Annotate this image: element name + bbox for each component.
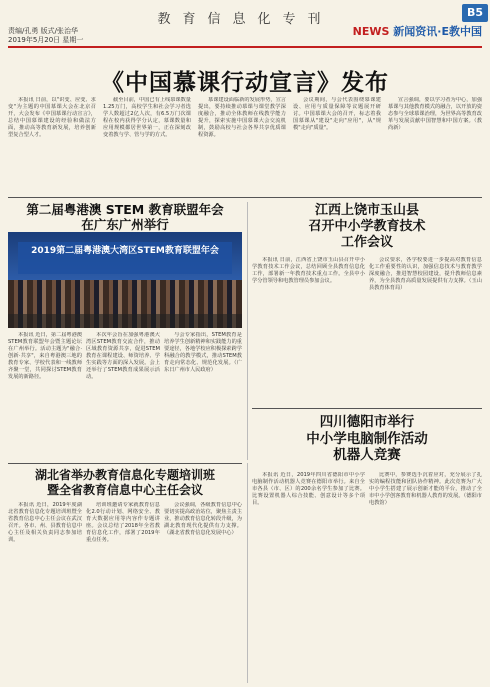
main-story-col4: 会议期间，与会代表围绕慕课建设、应用与质量保障等议题展开研讨。中国慕课大会的召开，标志着我国慕课从"建设"走向"应用"，从"规模"走向"质量"。 (293, 97, 381, 131)
hubei-headline: 湖北省举办教育信息化专题培训班 暨全省教育信息中心主任会议 (34, 468, 215, 497)
hubei-story-col3: 会议强调，各级教育信息中心要切实提高政治站位，聚焦主责主业，推动教育信息化转段升级，为湖北教育现代化提供有力支撑。（湖北省教育信息化发展中心） (164, 502, 242, 536)
main-story-col5: 宣言强调，要以学习者为中心，加强慕课与其他教育模式的融合，以开放的姿态参与全球慕课治理，为世界高等教育改革与发展贡献中国智慧和中国方案。（教尚新） (388, 97, 482, 131)
main-headline: 《中国慕课行动宣言》发布 (101, 69, 389, 96)
header-divider (8, 46, 482, 48)
stem-event-photo (8, 232, 242, 328)
right-story-divider (252, 408, 482, 409)
deyang-story-col1: 本报讯 近日，2019年四川省德阳市中小学电脑制作活动机器人竞赛在德阳市举行。来自全市各县（市、区）的200余名学生参加了比赛。比赛设置机器人综合技能、创意设计等多个项目。 (252, 472, 365, 506)
deyang-story-col2: 比赛中，参赛选手沉着应对，充分展示了扎实的编程技能和团队协作精神。此次竞赛为广大中小学生搭建了展示创新才能的平台，推动了全市中小学创客教育和机器人教育的发展。（德阳市电教馆） (369, 472, 482, 506)
yushan-story-col2: 会议要求，各学校要进一步提高对教育信息化工作重要性的认识，加强信息技术与教育教学深度融合，推进智慧校园建设，提升教师信息素养，为全县教育高质量发展提供有力支撑。（玉山县教育体育局） (369, 257, 482, 291)
yushan-story-col1: 本报讯 日前，江西省上饶市玉山县召开中小学教育技术工作会议，总结回顾全县教育信息化工作，部署新一年教育技术重点工作。全县中小学分管领导和电教管理员参加会议。 (252, 257, 365, 284)
left-story-divider (8, 463, 242, 464)
section-en: NEWS (352, 25, 390, 38)
editor-credits: 责编/孔勇 版式/张治华 (8, 27, 78, 35)
stem-headline: 第二届粤港澳 STEM 教育联盟年会 在广东广州举行 (26, 202, 224, 232)
stem-story-col1: 本报讯 近日，第二届粤港澳STEM教育联盟年会暨主题论坛在广州举行。活动主题为"融合·创新·共享"，来自粤港澳三地的教育专家、学校代表和一线教师齐聚一堂，共同探讨STEM教育发展的新路径。 (8, 332, 82, 380)
main-story-col1: 本报讯 日前，以"识变、应变、求变"为主题的中国慕课大会在北京召开，大会发布《中国慕课行动宣言》，总结中国慕课建设的经验和做法方面，推动高等教育新发展，培养创新型复合型人才。 (8, 97, 96, 138)
deyang-headline: 四川德阳市举行 中小学电脑制作活动 机器人竞赛 (306, 414, 428, 463)
yushan-headline: 江西上饶市玉山县 召开中小学教育技术 工作会议 (308, 203, 426, 250)
main-story-bottom-rule (8, 197, 482, 198)
stem-story-col2: 本次年会旨在加强粤港澳大湾区STEM教育交流合作，推动区域教育资源共享，促进STEM教育在课程建设、师资培养、学生实践等方面的深入发展。会上还举行了STEM教育成果展示活动。 (86, 332, 160, 380)
hubei-story-col1: 本报讯 近日，2019年度湖北省教育信息化专题培训班暨全省教育信息中心主任会议在武汉召开。各市、州、县教育信息中心主任及相关负责同志参加培训。 (8, 502, 82, 543)
section-cn: 新闻资讯·E教中国 (393, 25, 482, 38)
issue-date: 2019年5月20日 星期一 (8, 36, 84, 44)
newspaper-banner: 教育信息化专刊 (157, 12, 333, 27)
stem-story-col3: 与会专家指出，STEM教育是培养学生创新精神和实践能力的重要途径，各地学校应积极探索跨学科融合的教学模式，推动STEM教育走向常态化、规范化发展。（广东日广州市人民政府） (164, 332, 242, 373)
page-number-badge: B5 (462, 4, 488, 22)
column-divider (247, 202, 248, 460)
bottom-column-divider (247, 463, 248, 683)
main-story-col3: 慕课建设面临新的发展形势，宣言提出，要持续推动慕课与课堂教学深度融合，推动全体教师在线教学能力提升，探索实施中国慕课大会交流机制，鼓励高校与社会各界共享优质课程资源。 (198, 97, 286, 138)
section-title (353, 23, 482, 39)
hubei-story-col2: 培训班邀请专家就教育信息化2.0行动计划、网络安全、教育大数据应用等内容作专题讲座。会议总结了2018年全省教育信息化工作，部署了2019年重点任务。 (86, 502, 160, 543)
main-story-col2: 截至目前，中国已有上线慕课数量1.25万门，高校学生和社会学习者选学人数超过2亿人次，有6.5万门次课程在校内获得学分认定，慕课数量和应用规模都居世界第一，正在深刻改变着教与学、管与学的方式。 (103, 97, 191, 138)
editor-date-block (8, 27, 83, 45)
photo-stage-banner: 2019第二届粤港澳大湾区STEM教育联盟年会 (18, 242, 232, 274)
